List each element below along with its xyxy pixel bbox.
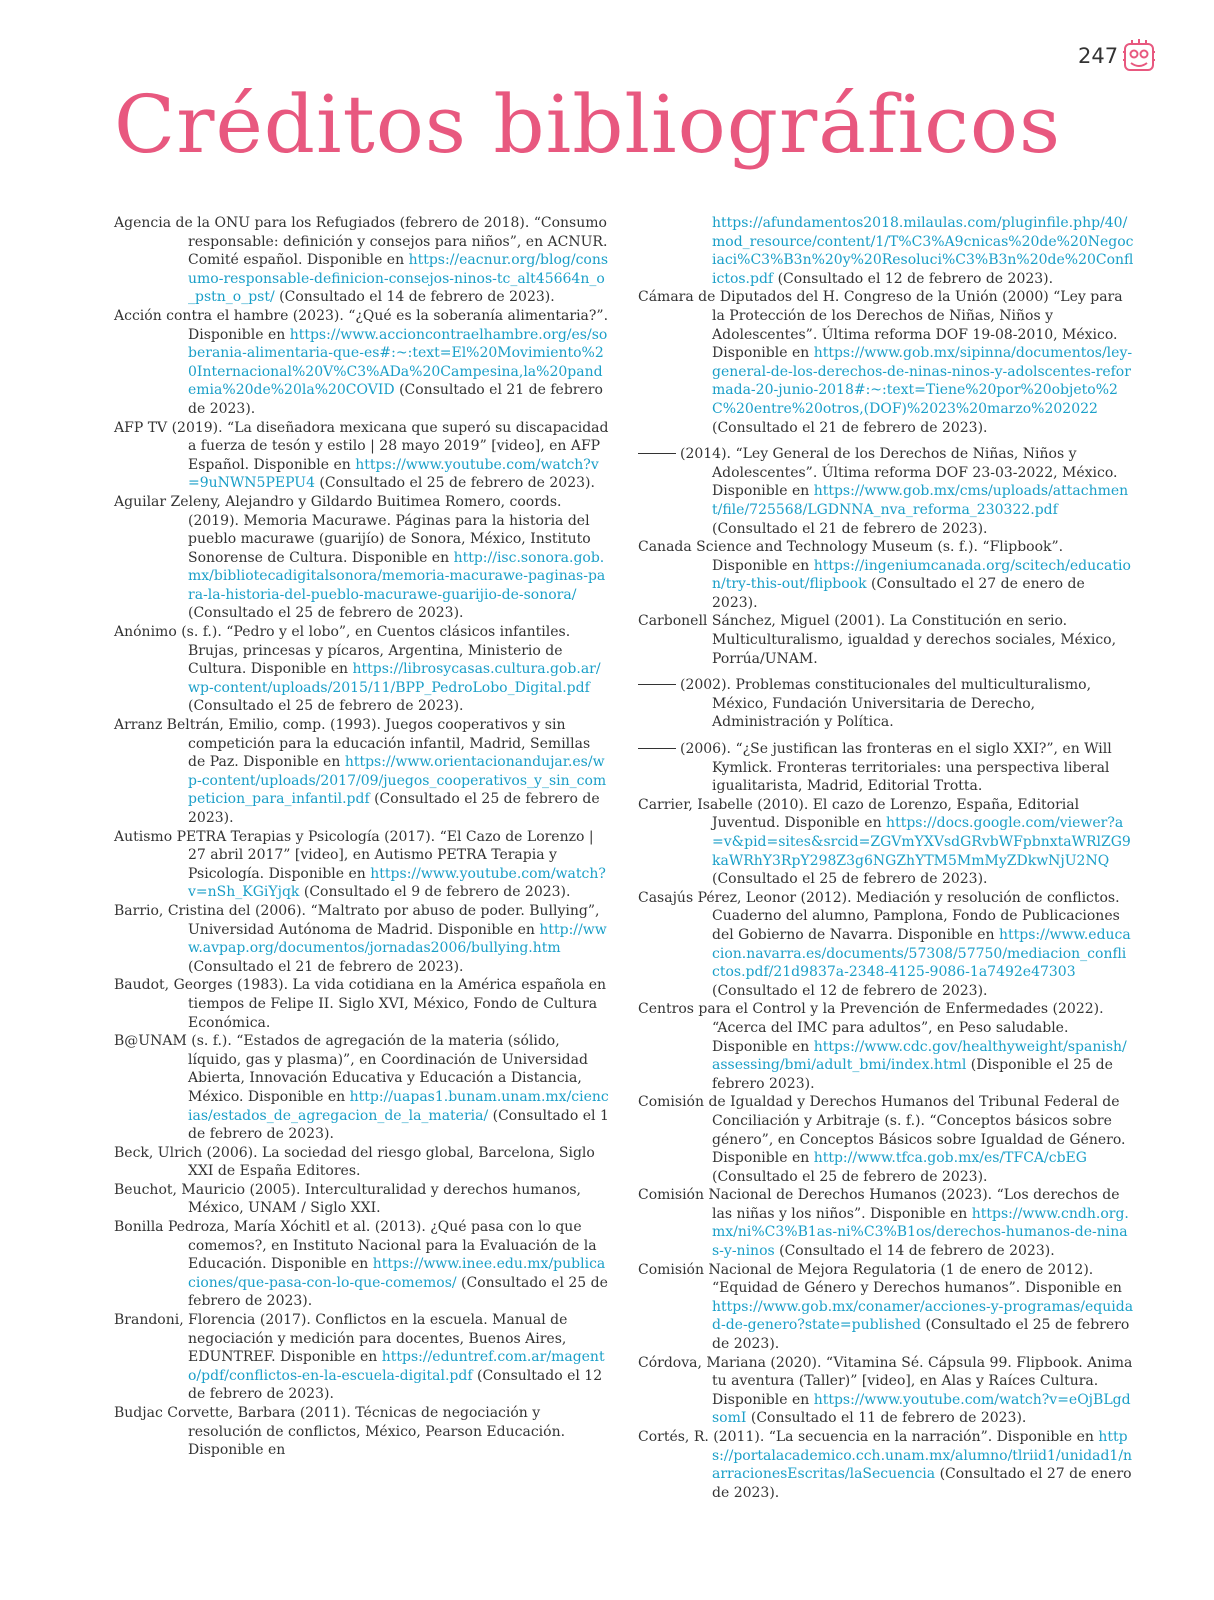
bibliography-entry <box>638 1261 1134 1354</box>
entry-reference-text: (2006). “¿Se justifican las fronteras en el siglo XXI?”, en Will Kymlick. Fronteras territoriales: una perspectiva liberal igualitarista, Madrid, Editorial Trotta. <box>680 741 1112 795</box>
entry-url-link[interactable]: https://afundamentos2018.milaulas.com/pluginfile.php/40/mod_resource/content/1/T%C3%A9cnicas%20de%20Negociaci%C3%B3n%20y%20Resoluci%C3%B3n%20de%20Conflictos.pdf <box>712 215 1134 287</box>
bibliography-entry <box>638 612 1134 668</box>
bibliography-entry <box>638 1093 1134 1186</box>
entry-consulted-date: (Consultado el 1 de febrero de 2023). <box>188 1107 609 1143</box>
entry-reference-text: Budjac Corvette, Barbara (2011). Técnicas de negociación y resolución de conflictos, México, Pearson Educación. Disponible en <box>114 1405 566 1459</box>
bibliography-entry <box>114 976 609 1032</box>
entry-consulted-date: (Consultado el 25 de febrero de 2023). <box>712 1168 988 1185</box>
entry-consulted-date: (Consultado el 21 de febrero de 2023). <box>712 520 988 537</box>
entry-reference-text: Casajús Pérez, Leonor (2012). Mediación y resolución de conflictos. Cuaderno del alumno, Pamplona, Fondo de Publicaciones del Gobierno de Navarra. Disponible en <box>638 889 1120 943</box>
bibliography-entry <box>638 740 1134 796</box>
entry-reference-text: Comisión Nacional de Mejora Regulatoria (1 de enero de 2012). “Equidad de Género y Derechos humanos”. Disponible en <box>638 1261 1122 1297</box>
bibliography-entry <box>114 716 609 828</box>
bibliography-entry <box>638 538 1134 612</box>
entry-consulted-date: (Consultado el 12 de febrero de 2023). <box>188 1367 603 1403</box>
entry-reference-text: Córdova, Mariana (2020). “Vitamina Sé. Cápsula 99. Flipbook. Anima tu aventura (Taller)” [video], en Alas y Raíces Cultura. Disponible en <box>638 1354 1133 1408</box>
entry-reference-text: Carbonell Sánchez, Miguel (2001). La Constitución en serio. Multiculturalismo, igualdad y derechos sociales, México, Porrúa/UNAM. <box>638 613 1117 667</box>
bibliography-entry <box>638 796 1134 889</box>
entry-reference-text: Arranz Beltrán, Emilio, comp. (1993). Juegos cooperativos y sin competición para la educación infantil, Madrid, Semillas de Paz. Disponible en <box>114 717 591 771</box>
entry-consulted-date: (Consultado el 25 de febrero de 2023). <box>712 871 988 888</box>
entry-reference-text: Aguilar Zeleny, Alejandro y Gildardo Buitimea Romero, coords. (2019). Memoria Macurawe. Páginas para la historia del pueblo macurawe (guarijío) de Sonora, México, Instituto Sonorense de Cultura. Disponible en <box>114 493 591 566</box>
entry-reference-text: Comisión Nacional de Derechos Humanos (2023). “Los derechos de las niñas y los niños”. Disponible en <box>638 1187 1120 1222</box>
page-number: 247 <box>1078 44 1119 68</box>
entry-reference-text: Baudot, Georges (1983). La vida cotidiana en la América española en tiempos de Felipe II. Siglo XVI, México, Fondo de Cultura Económica. <box>114 977 607 1031</box>
entry-url-link[interactable]: https://www.cndh.org.mx/ni%C3%B1as-ni%C3%B1os/derechos-humanos-de-ninas-y-ninos <box>712 1205 1129 1260</box>
page-title: Créditos bibliográficos <box>114 78 1062 171</box>
bibliography-entry <box>114 1404 609 1460</box>
bibliography-entry <box>638 1428 1134 1502</box>
entry-reference-text: Acción contra el hambre (2023). “¿Qué es la soberanía alimentaria?”. Disponible en <box>114 307 609 343</box>
same-author-dash <box>638 453 676 454</box>
entry-url-link[interactable]: https://docs.google.com/viewer?a=v&pid=sites&srcid=ZGVmYXVsdGRvbWFpbnxtaWRlZG9kaWRhY3RpY298Z3g6NGZhYTM5MmMyZDkwNjU2NQ <box>712 815 1131 869</box>
entry-reference-text: Autismo PETRA Terapias y Psicología (2017). “El Cazo de Lorenzo | 27 abril 2017” [video], en Autismo PETRA Terapia y Psicología. Disponible en <box>114 828 594 882</box>
entry-consulted-date: (Consultado el 25 de febrero de 2023). <box>314 475 595 492</box>
bibliography-entry <box>114 307 609 419</box>
entry-url-link[interactable]: http://www.tfca.gob.mx/es/TFCA/cbEG <box>813 1150 1087 1167</box>
entry-url-link[interactable]: https://www.accioncontraelhambre.org/es/soberania-alimentaria-que-es#:~:text=El%20Movimiento%20Internacional%20V%C3%ADa%20Campesina,la%20pandemia%20de%20la%20COVID <box>188 326 608 399</box>
entry-url-link[interactable]: https://www.gob.mx/cms/uploads/attachment/file/725568/LGDNNA_nva_reforma_230322.pdf <box>712 483 1129 518</box>
entry-url-link[interactable]: https://www.youtube.com/watch?v=9uNWN5PEPU4 <box>188 456 599 492</box>
entry-url-link[interactable]: https://www.cdc.gov/healthyweight/spanish/assessing/bmi/adult_bmi/index.html <box>712 1038 1127 1074</box>
entry-url-link[interactable]: https://www.gob.mx/sipinna/documentos/ley-general-de-los-derechos-de-ninas-ninos-y-adolscentes-reformada-20-junio-2018#:~:text=Tiene%20por%20objeto%2C%20entre%20otros,(DOF)%2023%20marzo%202022 <box>712 345 1133 417</box>
entry-consulted-date: (Consultado el 27 de enero de 2023). <box>712 576 1085 611</box>
entry-reference-text: Cortés, R. (2011). “La secuencia en la narración”. Disponible en <box>638 1429 1099 1445</box>
entry-url-link[interactable]: https://www.orientacionandujar.es/wp-content/uploads/2017/09/juegos_cooperativos_y_sin_competicion_para_infantil.pdf <box>188 754 607 808</box>
entry-url-link[interactable]: https://www.inee.edu.mx/publicaciones/que-pasa-con-lo-que-comemos/ <box>188 1256 606 1291</box>
bibliography-entry <box>638 889 1134 1001</box>
entry-url-link[interactable]: https://ingeniumcanada.org/scitech/education/try-this-out/flipbook <box>712 557 1131 593</box>
entry-reference-text: Anónimo (s. f.). “Pedro y el lobo”, en Cuentos clásicos infantiles. Brujas, princesas y pícaros, Argentina, Ministerio de Cultura. Disponible en <box>114 624 571 678</box>
entry-reference-text: Carrier, Isabelle (2010). El cazo de Lorenzo, España, Editorial Juventud. Disponible en <box>638 796 1080 832</box>
entry-reference-text: Agencia de la ONU para los Refugiados (febrero de 2018). “Consumo responsable: definición y consejos para niños”, en ACNUR. Comité español. Disponible en <box>114 215 608 269</box>
entry-reference-text: Comisión de Igualdad y Derechos Humanos del Tribunal Federal de Conciliación y Arbitraje (s. f.). “Conceptos básicos sobre género”, en Conceptos Básicos sobre Igualdad de Género. Disponible en <box>638 1094 1126 1167</box>
entry-url-link[interactable]: https://www.youtube.com/watch?v=nSh_KGiYjqk <box>188 865 606 901</box>
entry-consulted-date: (Consultado el 11 de febrero de 2023). <box>746 1410 1027 1427</box>
entry-consulted-date: (Consultado el 21 de febrero de 2023). <box>188 958 464 975</box>
bibliography-entry <box>114 902 609 976</box>
entry-url-link[interactable]: https://librosycasas.cultura.gob.ar/wp-content/uploads/2015/11/BPP_PedroLobo_Digital.pdf <box>188 661 601 696</box>
bibliography-entry <box>638 288 1134 437</box>
bibliography-entry <box>114 1144 609 1181</box>
entry-consulted-date: (Consultado el 9 de febrero de 2023). <box>299 884 571 901</box>
entry-consulted-date: (Consultado el 14 de febrero de 2023). <box>774 1243 1055 1260</box>
entry-url-link[interactable]: https://www.youtube.com/watch?v=eOjBLgdsomI <box>712 1391 1131 1427</box>
bibliography-entry <box>114 828 609 902</box>
entry-reference-text: Barrio, Cristina del (2006). “Maltrato por abuso de poder. Bullying”, Universidad Autónoma de Madrid. Disponible en <box>114 902 600 938</box>
entry-reference-text: Beuchot, Mauricio (2005). Interculturalidad y derechos humanos, México, UNAM / Siglo XXI. <box>114 1181 582 1217</box>
bibliography-entry <box>114 419 609 493</box>
entry-url-link[interactable]: https://www.educacion.navarra.es/documents/57308/57750/mediacion_conflictos.pdf/21d9837a-2348-4125-9086-1a7492e47303 <box>712 926 1131 981</box>
bibliography-entry <box>114 1218 609 1311</box>
bibliography-entry <box>638 1000 1134 1093</box>
entry-consulted-date: (Consultado el 25 de febrero de 2023). <box>188 791 600 826</box>
entry-reference-text: B@UNAM (s. f.). “Estados de agregación de la materia (sólido, líquido, gas y plasma)”, en Coordinación de Universidad Abierta, Innovación Educativa y Educación a Distancia, México. Disponible en <box>114 1033 588 1105</box>
bibliography-entry <box>638 214 1134 288</box>
entry-consulted-date: (Consultado el 21 de febrero de 2023). <box>188 382 603 417</box>
entry-consulted-date: (Consultado el 12 de febrero de 2023). <box>773 270 1054 287</box>
bibliography-entry <box>638 1354 1134 1428</box>
entry-consulted-date: (Consultado el 12 de febrero de 2023). <box>712 982 988 999</box>
entry-reference-text: Canada Science and Technology Museum (s. f.). “Flipbook”. Disponible en <box>638 539 1064 574</box>
entry-consulted-date: (Disponible el 25 de febrero 2023). <box>712 1057 1113 1092</box>
bibliography-entry <box>114 623 609 716</box>
entry-url-link[interactable]: https://www.gob.mx/conamer/acciones-y-programas/equidad-de-genero?state=published <box>712 1298 1134 1334</box>
entry-url-link[interactable]: http://www.avpap.org/documentos/jornadas2006/bullying.htm <box>188 921 607 957</box>
same-author-dash <box>638 748 676 749</box>
bibliography-entry <box>114 214 609 307</box>
bibliography-right-column <box>638 214 1134 1502</box>
bibliography-entry <box>638 445 1134 538</box>
entry-reference-text: Centros para el Control y la Prevención de Enfermedades (2022). “Acerca del IMC para adultos”, en Peso saludable. Disponible en <box>638 1001 1104 1055</box>
entry-consulted-date: (Consultado el 25 de febrero de 2023). <box>188 698 464 715</box>
bibliography-entry <box>638 676 1134 732</box>
entry-url-link[interactable]: http://uapas1.bunam.unam.mx/ciencias/estados_de_agregacion_de_la_materia/ <box>188 1088 609 1124</box>
bibliography-entry <box>638 1186 1134 1260</box>
entry-url-link[interactable]: https://eduntref.com.ar/magento/pdf/conflictos-en-la-escuela-digital.pdf <box>188 1349 605 1384</box>
bibliography-entry <box>114 1181 609 1218</box>
entry-consulted-date: (Consultado el 25 de febrero de 2023). <box>712 1317 1130 1353</box>
bibliography-entry <box>114 1311 609 1404</box>
entry-reference-text: Brandoni, Florencia (2017). Conflictos en la escuela. Manual de negociación y medición para docentes, Buenos Aires, EDUNTREF. Disponible en <box>114 1312 568 1366</box>
entry-consulted-date: (Consultado el 25 de febrero de 2023). <box>188 1274 608 1310</box>
entry-url-link[interactable]: https://portalacademico.cch.unam.mx/alumno/tlriid1/unidad1/narracionesEscritas/laSecuencia <box>712 1429 1133 1483</box>
aztec-glyph-icon <box>1120 38 1158 76</box>
bibliography-entry <box>114 1032 609 1144</box>
entry-url-link[interactable]: http://isc.sonora.gob.mx/bibliotecadigitalsonora/memoria-macurawe-paginas-para-la-historia-del-pueblo-macurawe-guarijio-de-sonora/ <box>188 549 606 603</box>
entry-reference-text: (2002). Problemas constitucionales del multiculturalismo, México, Fundación Universitaria de Derecho, Administración y Política. <box>680 677 1092 731</box>
entry-reference-text: Beck, Ulrich (2006). La sociedad del riesgo global, Barcelona, Siglo XXI de España Editores. <box>114 1144 595 1180</box>
entry-consulted-date: (Consultado el 25 de febrero de 2023). <box>188 605 464 622</box>
entry-consulted-date: (Consultado el 21 de febrero de 2023). <box>712 419 988 436</box>
entry-consulted-date: (Consultado el 14 de febrero de 2023). <box>274 289 555 306</box>
entry-url-link[interactable]: https://eacnur.org/blog/consumo-responsable-definicion-consejos-ninos-tc_alt45664n_o_pstn_o_pst/ <box>188 252 609 306</box>
bibliography-entry <box>114 493 609 623</box>
entry-reference-text: Cámara de Diputados del H. Congreso de la Unión (2000) “Ley para la Protección de los Derechos de Niñas, Niños y Adolescentes”. Última reforma DOF 19-08-2010, México. Disponible en <box>638 289 1123 362</box>
entry-reference-text: Bonilla Pedroza, María Xóchitl et al. (2013). ¿Qué pasa con lo que comemos?, en Instituto Nacional para la Evaluación de la Educación. Disponible en <box>114 1219 597 1273</box>
entry-reference-text: AFP TV (2019). “La diseñadora mexicana que superó su discapacidad a fuerza de tesón y estilo | 28 mayo 2019” [video], en AFP Español. Disponible en <box>114 419 609 473</box>
entry-reference-text: (2014). “Ley General de los Derechos de Niñas, Niños y Adolescentes”. Última reforma DOF 23-03-2022, México. Disponible en <box>680 446 1118 500</box>
same-author-dash <box>638 684 676 685</box>
entry-consulted-date: (Consultado el 27 de enero de 2023). <box>712 1466 1132 1501</box>
bibliography-left-column <box>114 214 609 1460</box>
